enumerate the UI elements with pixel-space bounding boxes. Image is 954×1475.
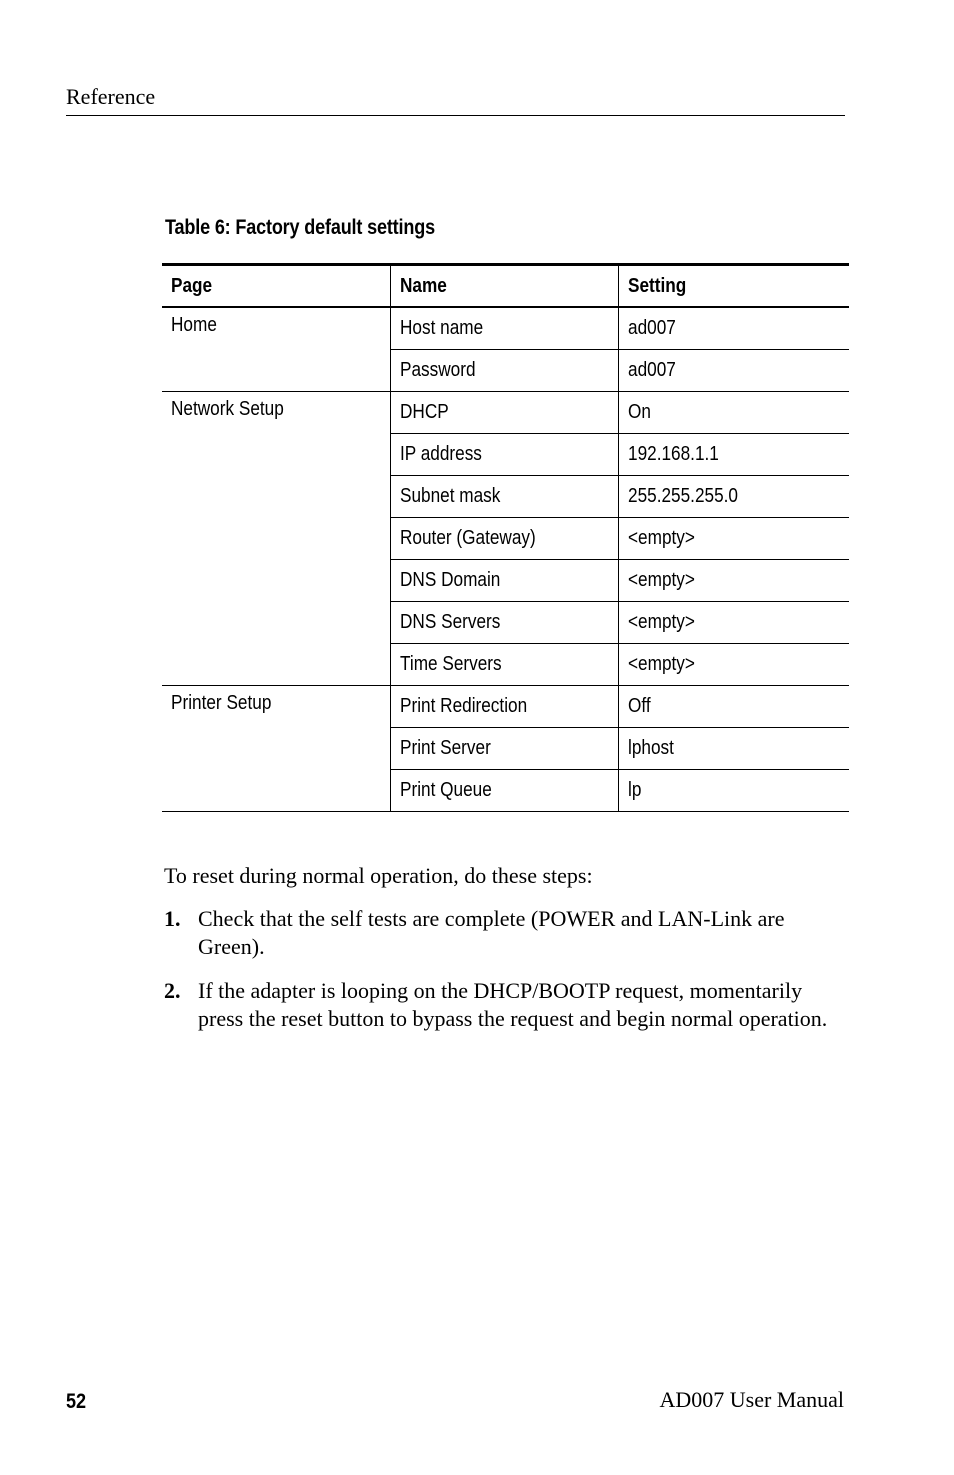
running-header: Reference <box>66 84 156 109</box>
name-cell: Time Servers <box>390 644 618 686</box>
step-text: If the adapter is looping on the DHCP/BOOTP request, momentarily press the reset button to bypass the request and begin normal operation. <box>198 978 828 1031</box>
instructions-intro: To reset during normal operation, do these steps: <box>164 863 593 888</box>
page-cell-printer-setup: Printer Setup <box>162 686 390 812</box>
name-cell: Password <box>390 350 618 392</box>
name-cell: Print Queue <box>390 770 618 812</box>
name-cell: Router (Gateway) <box>390 518 618 560</box>
setting-cell: <empty> <box>618 560 849 602</box>
column-header-page: Page <box>171 274 213 297</box>
column-header-name: Name <box>390 265 618 308</box>
table-row <box>162 686 849 728</box>
setting-cell: <empty> <box>618 518 849 560</box>
setting-cell: lp <box>618 770 849 812</box>
setting-cell: lphost <box>618 728 849 770</box>
column-header-setting: Setting <box>618 265 849 308</box>
table-header-row <box>162 265 849 308</box>
name-cell: DNS Domain <box>390 560 618 602</box>
setting-cell: 192.168.1.1 <box>618 434 849 476</box>
name-cell: Host name <box>390 307 618 350</box>
header-rule <box>66 115 845 116</box>
table-row <box>162 392 849 434</box>
page-cell-network-setup: Network Setup <box>162 392 390 686</box>
step-text: Check that the self tests are complete (POWER and LAN-Link are Green). <box>198 906 785 959</box>
page-number: 52 <box>66 1390 87 1413</box>
page-cell-home: Home <box>162 307 390 392</box>
setting-cell: ad007 <box>618 350 849 392</box>
name-cell: Print Server <box>390 728 618 770</box>
name-cell: IP address <box>390 434 618 476</box>
setting-cell: 255.255.255.0 <box>618 476 849 518</box>
setting-cell: On <box>618 392 849 434</box>
table-caption: Table 6: Factory default settings <box>165 216 435 239</box>
name-cell: Subnet mask <box>390 476 618 518</box>
name-cell: DNS Servers <box>390 602 618 644</box>
setting-cell: Off <box>618 686 849 728</box>
setting-cell: <empty> <box>618 602 849 644</box>
factory-settings-table <box>162 263 849 812</box>
step-number: 2. <box>164 978 181 1003</box>
setting-cell: ad007 <box>618 307 849 350</box>
manual-title: AD007 User Manual <box>659 1387 844 1412</box>
name-cell: Print Redirection <box>390 686 618 728</box>
name-cell: DHCP <box>390 392 618 434</box>
setting-cell: <empty> <box>618 644 849 686</box>
table-row <box>162 307 849 350</box>
step-number: 1. <box>164 906 181 931</box>
